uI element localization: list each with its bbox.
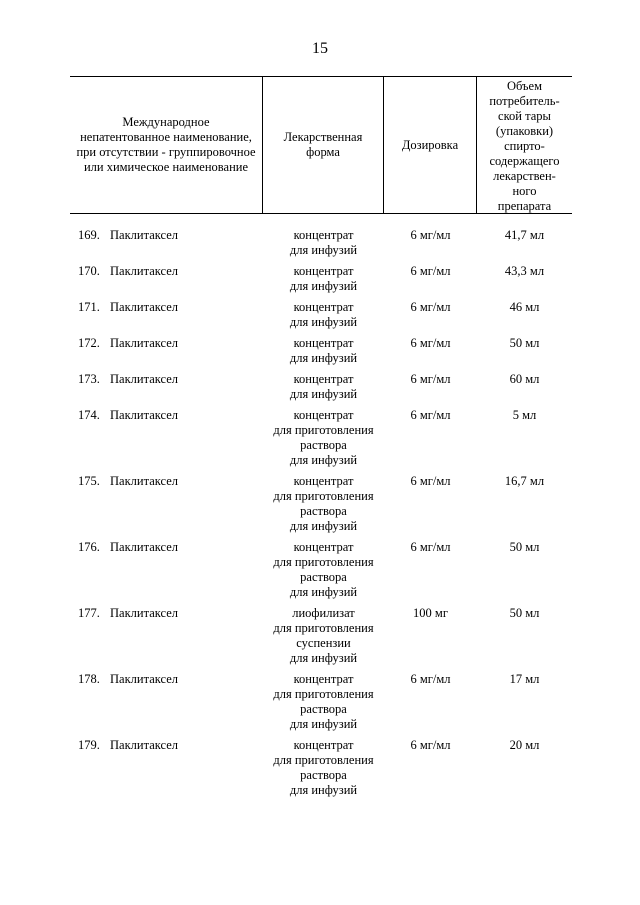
header-name: Международное непатентованное наименование, при отсутствии - группировочное или химическое наименование	[76, 115, 256, 174]
dosage-form: концентрат для инфузий	[289, 372, 358, 401]
row-number: 171.	[78, 300, 100, 314]
name-cell	[70, 372, 263, 408]
dosage: 6 мг/мл	[410, 372, 451, 386]
table-header	[70, 76, 572, 214]
dosage: 100 мг	[413, 606, 448, 620]
row-number: 169.	[78, 228, 100, 242]
volume: 5 мл	[512, 408, 537, 422]
drug-name: Паклитаксел	[110, 738, 178, 752]
table-row	[70, 606, 572, 672]
dosage-form: лиофилизат для приготовления суспензии для инфузий	[273, 606, 374, 665]
volume: 60 мл	[509, 372, 540, 386]
dosage-form: концентрат для инфузий	[289, 336, 358, 365]
name-cell	[70, 264, 263, 300]
dosage-form: концентрат для инфузий	[289, 228, 358, 257]
drug-name: Паклитаксел	[110, 474, 178, 488]
name-cell	[70, 300, 263, 336]
header-form-cell	[263, 77, 384, 213]
row-number: 179.	[78, 738, 100, 752]
name-cell	[70, 540, 263, 606]
name-cell	[70, 474, 263, 540]
table-row	[70, 408, 572, 474]
drug-name: Паклитаксел	[110, 606, 178, 620]
table-row	[70, 474, 572, 540]
dosage: 6 мг/мл	[410, 408, 451, 422]
table-row	[70, 372, 572, 408]
dosage: 6 мг/мл	[410, 672, 451, 686]
dosage: 6 мг/мл	[410, 300, 451, 314]
name-cell	[70, 228, 263, 264]
header-form: Лекарственная форма	[283, 130, 363, 159]
volume: 50 мл	[509, 606, 540, 620]
dosage-form: концентрат для инфузий	[289, 300, 358, 329]
drug-name: Паклитаксел	[110, 372, 178, 386]
page-number: 15	[312, 40, 328, 57]
header-volume: Объем потребитель- ской тары (упаковки) спирто- содержащего лекарствен- ного препарата	[489, 78, 560, 213]
table-row	[70, 264, 572, 300]
drug-name: Паклитаксел	[110, 540, 178, 554]
volume: 43,3 мл	[504, 264, 545, 278]
header-name-cell	[70, 77, 263, 213]
row-number: 177.	[78, 606, 100, 620]
table-row	[70, 300, 572, 336]
dosage-form: концентрат для приготовления раствора для инфузий	[273, 738, 374, 797]
drug-name: Паклитаксел	[110, 672, 178, 686]
row-number: 172.	[78, 336, 100, 350]
row-number: 173.	[78, 372, 100, 386]
dosage-form: концентрат для приготовления раствора для инфузий	[273, 672, 374, 731]
header-dosage: Дозировка	[401, 137, 459, 152]
table-body	[70, 228, 572, 804]
row-number: 178.	[78, 672, 100, 686]
dosage: 6 мг/мл	[410, 228, 451, 242]
table-row	[70, 336, 572, 372]
dosage: 6 мг/мл	[410, 336, 451, 350]
header-dosage-cell	[384, 77, 477, 213]
volume: 20 мл	[509, 738, 540, 752]
drug-name: Паклитаксел	[110, 336, 178, 350]
header-volume-cell	[477, 77, 572, 213]
volume: 50 мл	[509, 540, 540, 554]
volume: 46 мл	[509, 300, 540, 314]
dosage-form: концентрат для приготовления раствора для инфузий	[273, 540, 374, 599]
name-cell	[70, 672, 263, 738]
dosage: 6 мг/мл	[410, 474, 451, 488]
volume: 50 мл	[509, 336, 540, 350]
row-number: 175.	[78, 474, 100, 488]
table-row	[70, 738, 572, 804]
drug-name: Паклитаксел	[110, 228, 178, 242]
table-row	[70, 540, 572, 606]
dosage: 6 мг/мл	[410, 738, 451, 752]
dosage-form: концентрат для инфузий	[289, 264, 358, 293]
name-cell	[70, 738, 263, 804]
volume: 41,7 мл	[504, 228, 545, 242]
volume: 17 мл	[509, 672, 540, 686]
table-row	[70, 672, 572, 738]
dosage-form: концентрат для приготовления раствора для инфузий	[273, 474, 374, 533]
dosage: 6 мг/мл	[410, 264, 451, 278]
name-cell	[70, 606, 263, 672]
dosage-form: концентрат для приготовления раствора для инфузий	[273, 408, 374, 467]
table-row	[70, 228, 572, 264]
drug-name: Паклитаксел	[110, 300, 178, 314]
dosage: 6 мг/мл	[410, 540, 451, 554]
row-number: 174.	[78, 408, 100, 422]
volume: 16,7 мл	[504, 474, 545, 488]
name-cell	[70, 408, 263, 474]
name-cell	[70, 336, 263, 372]
drug-name: Паклитаксел	[110, 264, 178, 278]
drug-name: Паклитаксел	[110, 408, 178, 422]
row-number: 170.	[78, 264, 100, 278]
row-number: 176.	[78, 540, 100, 554]
